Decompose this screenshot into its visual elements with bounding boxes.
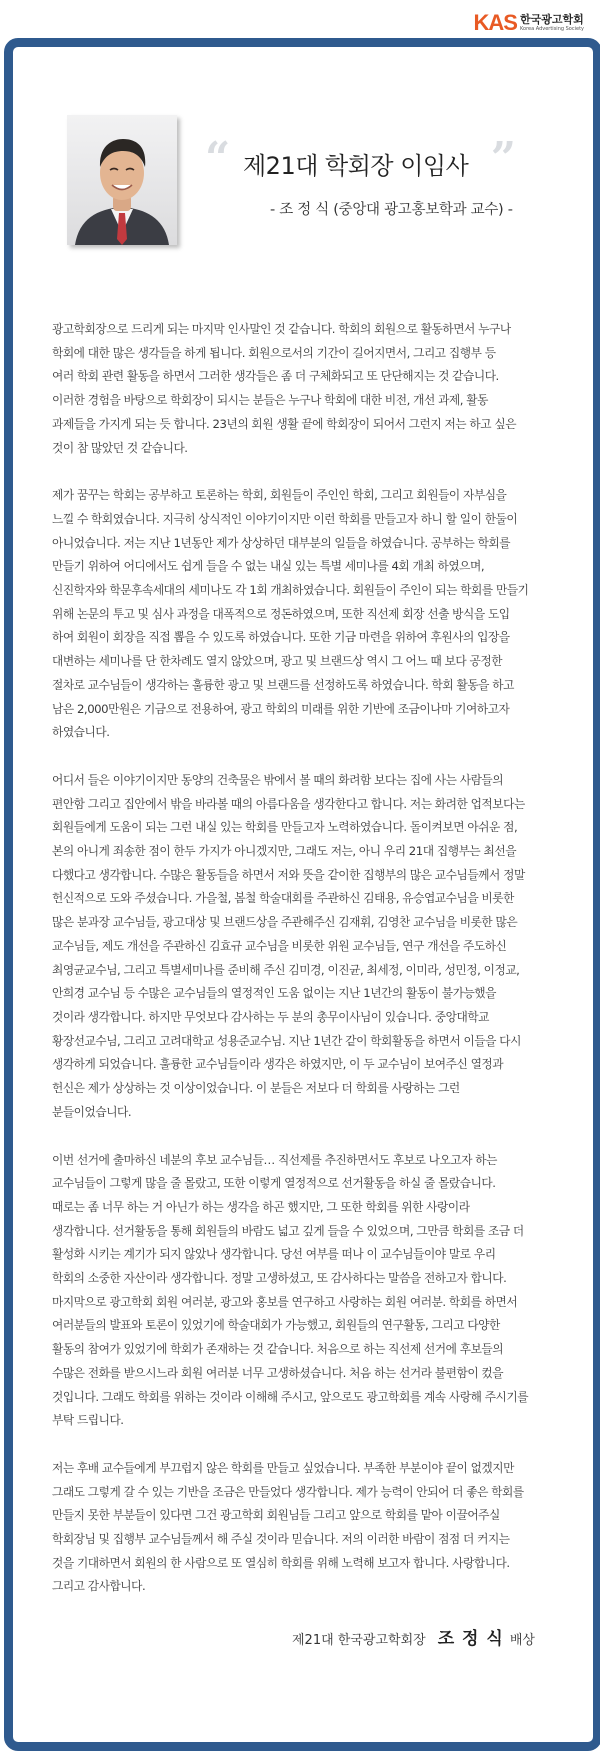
paragraph-line: 헌신은 제가 상상하는 것 이상이었습니다. 이 분들은 저보다 더 학회를 사랑하는 그런 [52, 1081, 460, 1096]
letter-paragraph [52, 1457, 558, 1599]
paragraph-line: 생각합니다. 선거활동을 통해 회원들의 바람도 넓고 깊게 들을 수 있었으며, 그만큼 학회를 조금 더 [52, 1223, 524, 1238]
paragraph-line: 만들지 못한 부분들이 있다면 그건 광고학회 회원님들 그리고 앞으로 학회를 맡아 이끌어주실 [52, 1508, 500, 1523]
author-photo [67, 115, 177, 245]
paragraph-line: 이러한 경험을 바탕으로 학회장이 되시는 분들은 누구나 학회에 대한 비전, 개선 과제, 활동 [52, 393, 488, 408]
paragraph-line: 만들기 위하여 어디에서도 쉽게 들을 수 없는 내실 있는 특별 세미나를 4회 개최 하였으며, [52, 559, 485, 574]
paragraph-line: 때로는 좀 너무 하는 거 아닌가 하는 생각을 하곤 했지만, 그 또한 학회를 위한 사랑이라 [52, 1199, 470, 1214]
paragraph-line: 하였습니다. [52, 725, 110, 740]
paragraph-line: 교수님들, 제도 개선을 주관하신 김효규 교수님을 비롯한 위원 교수님들, 연구 개선을 주도하신 [52, 938, 507, 953]
paragraph-line: 학회의 소중한 자산이라 생각합니다. 정말 고생하셨고, 또 감사하다는 말씀을 전하고자 합니다. [52, 1271, 507, 1286]
paragraph-line: 마지막으로 광고학회 회원 여러분, 광고와 홍보를 연구하고 사랑하는 회원 여러분. 학회를 하면서 [52, 1294, 518, 1309]
paragraph-line: 다했다고 생각합니다. 수많은 활동들을 하면서 저와 뜻을 같이한 집행부의 많은 교수님들께서 정말 [52, 867, 525, 882]
paragraph-line: 분들이었습니다. [52, 1104, 132, 1119]
kas-logo-korean: 한국광고학회 [519, 12, 584, 26]
paragraph-line: 이번 선거에 출마하신 네분의 후보 교수님들… 직선제를 추진하면서도 후보로 나오고자 하는 [52, 1152, 497, 1167]
paragraph-line: 아니었습니다. 저는 지난 1년동안 제가 상상하던 대부분의 일들을 하였습니다. 공부하는 학회를 [52, 535, 511, 550]
paragraph-line: 절차로 교수님들이 생각하는 훌륭한 광고 및 브랜드를 선정하도록 하였습니다. 학회 활동을 하고 [52, 677, 514, 692]
paragraph-line: 하여 회원이 회장을 직접 뽑을 수 있도록 하였습니다. 또한 기금 마련을 위하여 후원사의 입장을 [52, 630, 510, 645]
close-quote-icon: ” [490, 133, 516, 184]
paragraph-line: 느낄 수 학회였습니다. 지극히 상식적인 이야기이지만 이런 학회를 만들고자 하니 할 일이 한둘이 [52, 511, 518, 526]
paragraph-line: 제가 꿈꾸는 학회는 공부하고 토론하는 학회, 회원들이 주인인 학회, 그리고 회원들이 자부심을 [52, 488, 507, 503]
signature-org: 제21대 한국광고학회장 [292, 1633, 426, 1648]
paragraph-line: 수많은 전화를 받으시느라 회원 여러분 너무 고생하셨습니다. 처음 하는 선거라 불편함이 컸을 [52, 1365, 504, 1380]
paragraph-line: 것이 참 많았던 것 같습니다. [52, 440, 188, 455]
letter-paragraph [52, 318, 558, 460]
signature-name: 조 정 식 [437, 1629, 504, 1649]
paragraph-line: 생각하게 되었습니다. 훌륭한 교수님들이라 생각은 하였지만, 이 두 교수님이 보여주신 열정과 [52, 1057, 504, 1072]
paragraph-line: 신진학자와 학문후속세대의 세미나도 각 1회 개최하였습니다. 회원들이 주인이 되는 학회를 만들기 [52, 583, 529, 598]
paragraph-line: 것이라 생각합니다. 하지만 무엇보다 감사하는 두 분의 총무이사님이 있습니다. 중앙대학교 [52, 1009, 490, 1024]
page-title: 제21대 학회장 이임사 [243, 152, 469, 180]
paragraph-line: 많은 분과장 교수님들, 광고대상 및 브랜드상을 주관해주신 김재휘, 김영찬 교수님을 비롯한 많은 [52, 915, 518, 930]
paragraph-line: 대변하는 세미나를 단 한차례도 열지 않았으며, 광고 및 브랜드상 역시 그 어느 때 보다 공정한 [52, 654, 503, 669]
letter-paragraph [52, 484, 558, 745]
kas-logo-english: Korea Advertising Society [519, 25, 584, 32]
signature-suffix: 배상 [509, 1633, 535, 1648]
paragraph-line: 교수님들이 그렇게 많을 줄 몰랐고, 또한 이렇게 열정적으로 선거활동을 하실 줄 몰랐습니다. [52, 1176, 496, 1191]
paragraph-line: 그래도 그렇게 갈 수 있는 기반을 조금은 만들었다 생각합니다. 제가 능력이 안되어 더 좋은 학회를 [52, 1484, 524, 1499]
kas-logo[interactable] [474, 10, 584, 36]
paragraph-line: 헌신적으로 도와 주셨습니다. 가을철, 봄철 학술대회를 주관하신 김태용, 유승엽교수님을 비롯한 [52, 891, 514, 906]
paragraph-line: 것을 기대하면서 회원의 한 사람으로 또 열심히 학회를 위해 노력해 보고자 합니다. 사랑합니다. [52, 1555, 510, 1570]
title-block [205, 133, 520, 187]
paragraph-line: 최영균교수님, 그리고 특별세미나를 준비해 주신 김미경, 이진균, 최세정, 이미라, 성민정, 이정교, [52, 962, 520, 977]
paragraph-line: 위해 논문의 투고 및 심사 과정을 대폭적으로 정돈하였으며, 또한 직선제 회장 선출 방식을 도입 [52, 606, 510, 621]
paragraph-line: 것입니다. 그래도 학회를 위하는 것이라 이해해 주시고, 앞으로도 광고학회를 계속 사랑해 주시기를 [52, 1389, 529, 1404]
open-quote-icon: “ [205, 133, 231, 184]
paragraph-line: 부탁 드립니다. [52, 1413, 124, 1428]
paragraph-line: 과제들을 가지게 되는 듯 합니다. 23년의 회원 생활 끝에 학회장이 되어서 그런지 저는 하고 싶은 [52, 416, 517, 431]
paragraph-line: 학회에 대한 많은 생각들을 하게 됩니다. 회원으로서의 기간이 길어지면서, 그리고 집행부 등 [52, 345, 496, 360]
letter-paragraph [52, 769, 558, 1125]
kas-logo-mark [474, 12, 517, 34]
paragraph-line: 어디서 들은 이야기이지만 동양의 건축물은 밖에서 볼 때의 화려함 보다는 집에 사는 사람들의 [52, 772, 504, 787]
paragraph-line: 황장선교수님, 그리고 고려대학교 성용준교수님. 지난 1년간 같이 학회활동을 하면서 이들을 다시 [52, 1033, 521, 1048]
paragraph-line: 활동의 참여가 있었기에 학회가 존재하는 것 같습니다. 처음으로 하는 직선제 선거에 후보들의 [52, 1342, 504, 1357]
paragraph-line: 편안함 그리고 집안에서 밖을 바라볼 때의 아름다움을 생각한다고 합니다. 저는 화려한 업적보다는 [52, 796, 525, 811]
letter-paragraph [52, 1149, 558, 1433]
paragraph-line: 여러 학회 관련 활동을 하면서 그러한 생각들은 좀 더 구체화되고 또 단단해지는 것 같습니다. [52, 369, 499, 384]
paragraph-line: 학회장님 및 집행부 교수님들께서 해 주실 것이라 믿습니다. 저의 이러한 바람이 점점 더 커지는 [52, 1532, 510, 1547]
author-subtitle: - 조 정 식 (중앙대 광고홍보학과 교수) - [270, 202, 513, 218]
kas-logo-text [520, 14, 584, 33]
signature [292, 1624, 535, 1649]
paragraph-line: 회원들에게 도움이 되는 그런 내실 있는 학회를 만들고자 노력하였습니다. 돌이켜보면 아쉬운 점, [52, 820, 518, 835]
kas-logo-letters: KAS [473, 10, 517, 35]
letter-body [52, 318, 558, 1623]
paragraph-line: 본의 아니게 죄송한 점이 한두 가지가 아니겠지만, 그래도 저는, 아니 우리 21대 집행부는 최선을 [52, 844, 517, 859]
paragraph-line: 안희경 교수님 등 수많은 교수님들의 열정적인 도움 없이는 지난 1년간의 활동이 불가능했을 [52, 986, 496, 1001]
paragraph-line: 여러분들의 발표와 토론이 있었기에 학술대회가 가능했고, 회원들의 연구활동, 그리고 다양한 [52, 1318, 500, 1333]
paragraph-line: 저는 후배 교수들에게 부끄럽지 않은 학회를 만들고 싶었습니다. 부족한 부분이야 끝이 없겠지만 [52, 1460, 514, 1475]
paragraph-line: 광고학회장으로 드리게 되는 마지막 인사말인 것 같습니다. 학회의 회원으로 활동하면서 누구나 [52, 322, 511, 336]
paragraph-line: 활성화 시키는 계기가 되지 않았나 생각합니다. 당선 여부를 떠나 이 교수님들이야 말로 우리 [52, 1247, 496, 1262]
paragraph-line: 그리고 감사합니다. [52, 1579, 146, 1594]
paragraph-line: 남은 2,000만원은 기금으로 전용하여, 광고 학회의 미래를 위한 기반에 조금이나마 기여하고자 [52, 701, 510, 716]
